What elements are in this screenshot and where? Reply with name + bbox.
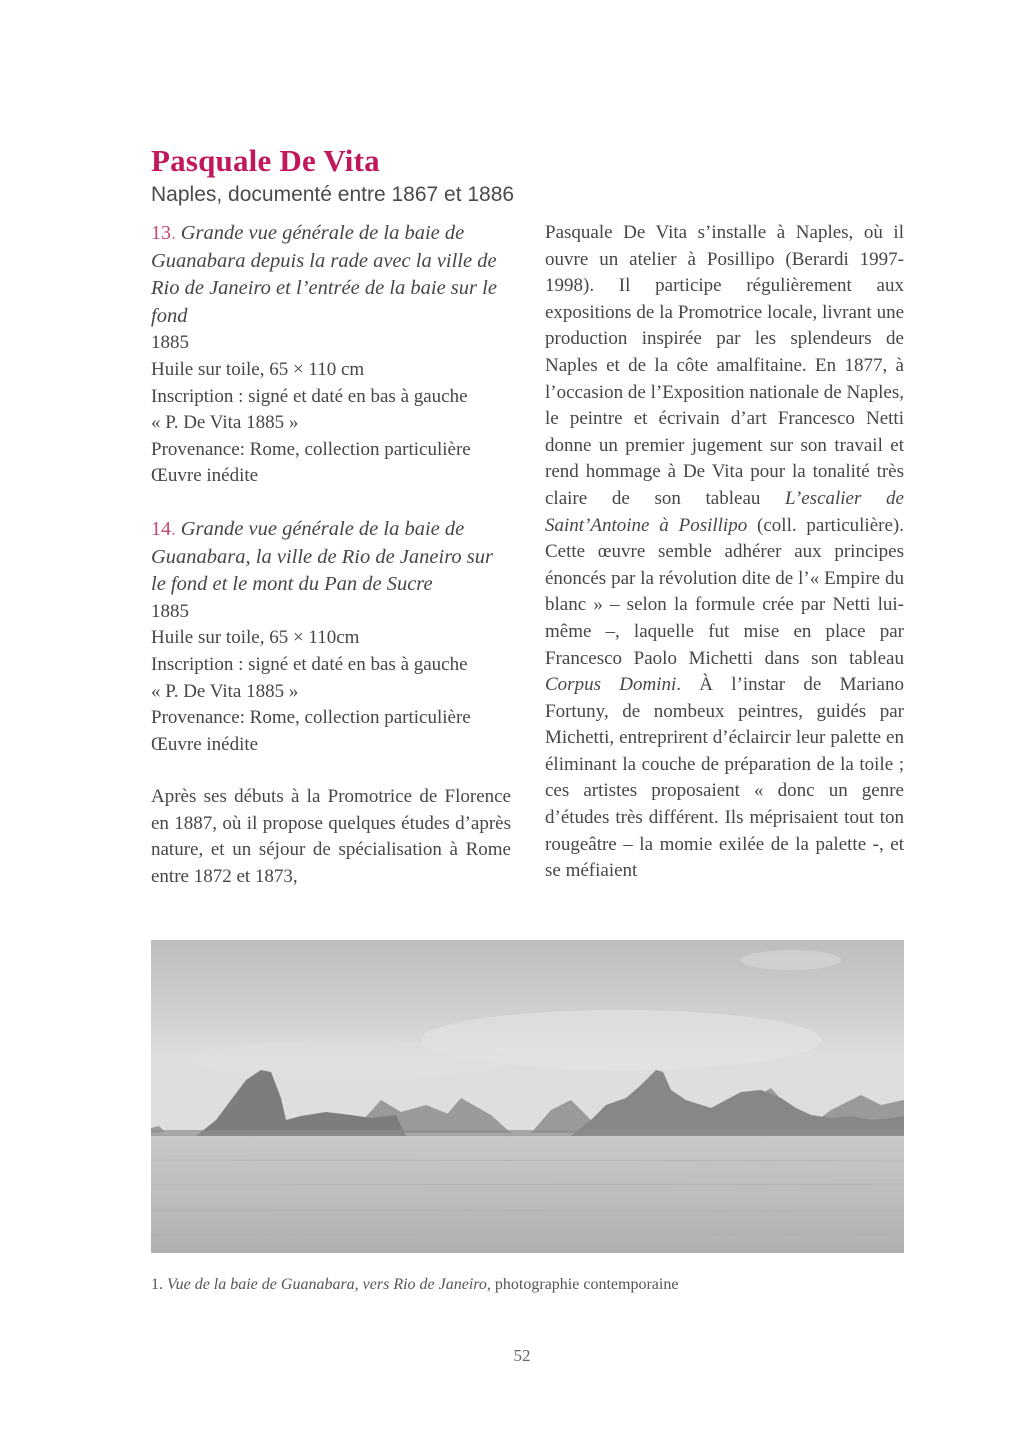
entry-provenance: Provenance: Rome, collection particulière [151,707,471,729]
artwork-title: L’escalier de Saint’Antoine à Posillipo [545,487,904,536]
entry-inscription: Inscription : signé et daté en bas à gauche [151,385,468,407]
artist-name-heading: Pasquale De Vita [151,143,380,178]
entry-medium: Huile sur toile, 65 × 110cm [151,627,360,649]
body-paragraph-left: Après ses débuts à la Promotrice de Florence en 1887, où il propose quelques études d’après nature, et un séjour de spécialisation à Rome entre 1872 et 1873, [151,786,511,888]
page-number: 52 [513,1346,531,1365]
body-paragraph-right: Pasquale De Vita s’installe à Naples, où il ouvre un atelier à Posillipo (Berardi 1997-1998). Il participe régulièrement aux expositions de la Promotrice locale, livrant une production inspirée par les splendeurs de Naples et de la côte amalfitaine. En 1877, à l’occasion de l’Exposition nationale de Naples, le peintre et écrivain d’art Francesco Netti donne un premier jugement sur son travail et rend hommage à De Vita pour la tonalité très claire de son tableau L’escalier de Saint’Antoine à Posillipo (coll. particulière). Cette œuvre semble adhérer aux principes énoncés par la révolution dite de l’« Empire du blanc » – selon la formule crée par Netti lui-même –, laquelle fut mise en place par Francesco Paolo Michetti dans son tableau Corpus Domini. À l’instar de Mariano Fortuny, de nombeux peintres, guidés par Michetti, entreprirent d’éclaircir leur palette en éliminant la couche de préparation de la toile ; ces artistes proposaient « donc un genre d’études très différent. Ils méprisaient tout ton rougeâtre – la momie exilée de la palette -, et se méfiaient [545,222,904,882]
entry-provenance: Provenance: Rome, collection particulière [151,438,471,460]
caption-number: 1. [151,1276,163,1293]
entry-inscription-text: « P. De Vita 1885 » [151,680,299,702]
entry-medium: Huile sur toile, 65 × 110 cm [151,358,365,380]
bay-photograph [151,940,904,1253]
catalogue-entry [151,516,511,758]
catalogue-entry [151,220,511,490]
artist-info: Naples, documenté entre 1867 et 1886 [151,183,515,206]
caption-title: Vue de la baie de Guanabara, vers Rio de Janeiro [167,1276,487,1293]
sea [151,1136,904,1253]
entry-number: 14. [151,517,176,540]
entry-number: 13. [151,222,176,244]
landscape-image [151,940,904,1253]
caption-description: , photographie contemporaine [486,1276,679,1293]
entry-inscription: Inscription : signé et daté en bas à gauche [151,653,468,675]
left-column [151,220,511,891]
entry-status: Œuvre inédite [151,733,259,755]
right-column [545,220,904,885]
entry-title: Grande vue générale de la baie de Guanabara depuis la rade avec la ville de Rio de Janeiro et l’entrée de la baie sur le fond [151,222,497,327]
entry-title: Grande vue générale de la baie de Guanabara, la ville de Rio de Janeiro sur le fond et le mont du Pan de Sucre [151,517,493,596]
figure-caption [151,1276,678,1294]
artwork-title: Corpus Domini [545,674,677,696]
entry-date: 1885 [151,600,189,622]
entry-date: 1885 [151,332,189,354]
entry-inscription-text: « P. De Vita 1885 » [151,412,299,434]
entry-status: Œuvre inédite [151,465,259,487]
